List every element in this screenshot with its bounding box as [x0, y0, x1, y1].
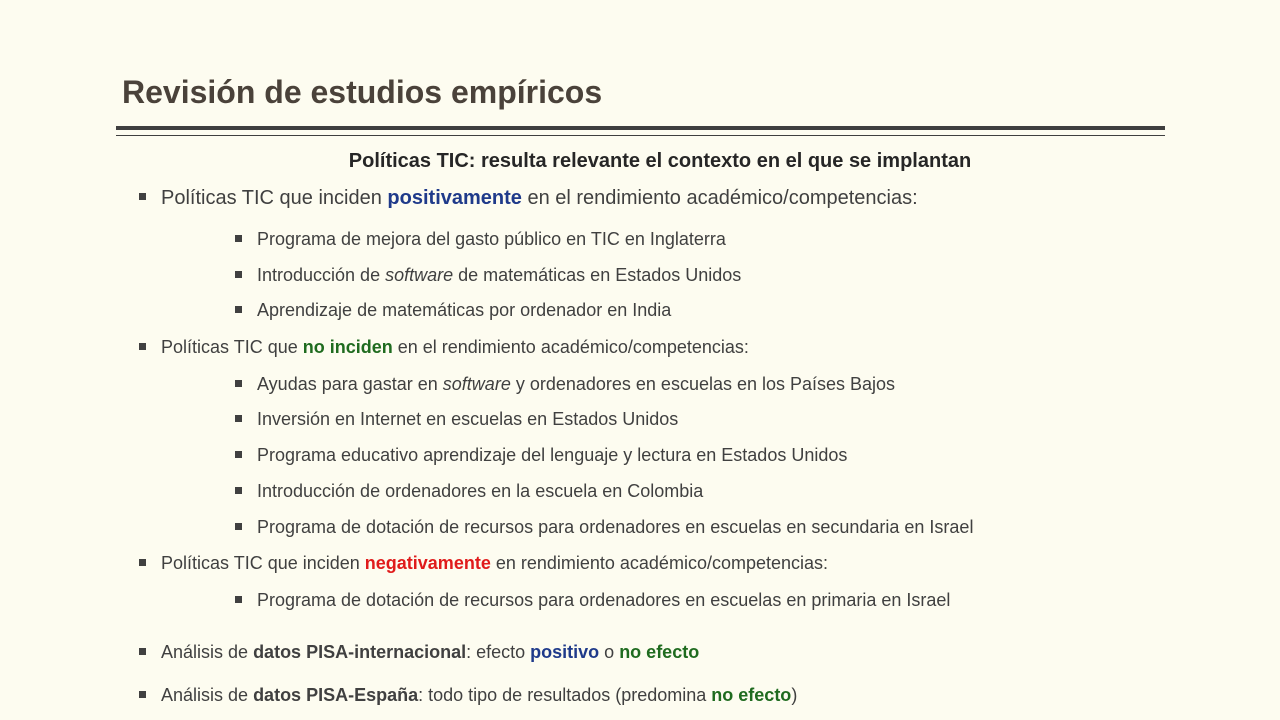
list-item: Programa de dotación de recursos para ordenadores en escuelas en primaria en Israel [235, 590, 950, 611]
bullet-pisa-international: Análisis de datos PISA-internacional: efecto positivo o no efecto [139, 642, 699, 663]
square-bullet-icon [235, 380, 242, 387]
square-bullet-icon [139, 343, 146, 350]
square-bullet-icon [235, 415, 242, 422]
bullet-negative-heading: Políticas TIC que inciden negativamente en rendimiento académico/competencias: [139, 553, 828, 574]
list-item: Inversión en Internet en escuelas en Estados Unidos [235, 409, 678, 430]
square-bullet-icon [235, 523, 242, 530]
square-bullet-icon [139, 193, 146, 200]
title-rule-thick [116, 126, 1165, 130]
bullet-positive-heading: Políticas TIC que inciden positivamente en el rendimiento académico/competencias: [139, 187, 918, 210]
list-item: Programa de dotación de recursos para ordenadores en escuelas en secundaria en Israel [235, 517, 973, 538]
square-bullet-icon [235, 451, 242, 458]
list-item: Programa educativo aprendizaje del lenguaje y lectura en Estados Unidos [235, 445, 847, 466]
bullet-no-effect-heading: Políticas TIC que no inciden en el rendimiento académico/competencias: [139, 337, 749, 358]
square-bullet-icon [235, 235, 242, 242]
bullet-pisa-spain: Análisis de datos PISA-España: todo tipo de resultados (predomina no efecto) [139, 685, 797, 706]
list-item: Programa de mejora del gasto público en TIC en Inglaterra [235, 229, 726, 250]
list-item: Ayudas para gastar en software y ordenadores en escuelas en los Países Bajos [235, 374, 895, 395]
list-item: Aprendizaje de matemáticas por ordenador en India [235, 300, 671, 321]
positive-emphasis: positivamente [387, 187, 522, 209]
no-effect-emphasis: no inciden [302, 337, 393, 357]
square-bullet-icon [139, 559, 146, 566]
slide-subtitle: Políticas TIC: resulta relevante el contexto en el que se implantan [348, 150, 972, 172]
square-bullet-icon [235, 306, 242, 313]
list-item: Introducción de software de matemáticas en Estados Unidos [235, 265, 741, 286]
list-item: Introducción de ordenadores en la escuela en Colombia [235, 481, 703, 502]
negative-emphasis: negativamente [364, 553, 491, 573]
square-bullet-icon [235, 596, 242, 603]
square-bullet-icon [235, 271, 242, 278]
title-rule-thin [116, 135, 1165, 136]
square-bullet-icon [139, 648, 146, 655]
slide-title: Revisión de estudios empíricos [122, 74, 603, 110]
square-bullet-icon [139, 691, 146, 698]
square-bullet-icon [235, 487, 242, 494]
